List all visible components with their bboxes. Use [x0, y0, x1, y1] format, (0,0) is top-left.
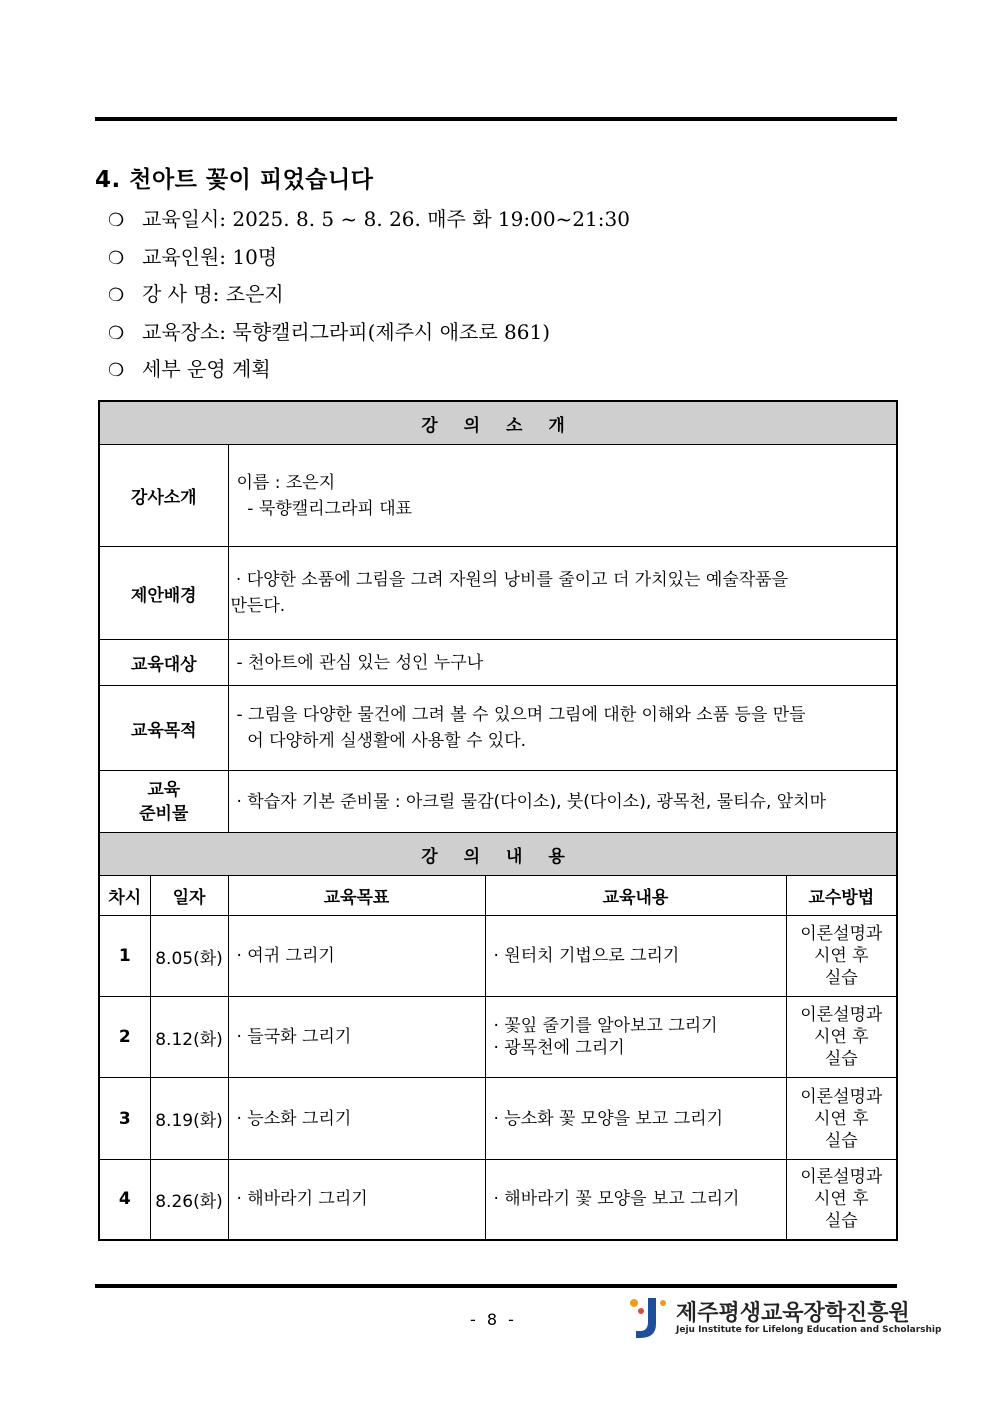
session-date: 8.05(화)	[150, 916, 228, 997]
content-line: · 해바라기 꽃 모양을 보고 그리기	[493, 1189, 740, 1210]
session-method	[786, 1160, 897, 1240]
method-line: 이론설명과	[800, 924, 883, 944]
session-date: 8.19(화)	[150, 1078, 228, 1160]
course-plan-table	[98, 400, 898, 1241]
method-line: 실습	[824, 968, 858, 988]
intro-line: 어 다양하게 실생활에 사용할 수 있다.	[236, 731, 527, 751]
label-materials	[99, 771, 228, 833]
method-line: 실습	[824, 1211, 858, 1232]
col-header-date: 일자	[150, 876, 228, 916]
info-list	[108, 205, 888, 393]
intro-line: - 천아트에 관심 있는 성인 누구나	[236, 652, 484, 673]
info-text: 세부 운영 계획	[142, 357, 271, 381]
table-row	[99, 1160, 897, 1240]
label-line: 교육	[147, 779, 181, 800]
session-method	[786, 1078, 897, 1160]
col-header-session: 차시	[99, 876, 150, 916]
section-title: 4. 천아트 꽃이 피었습니다	[95, 167, 374, 193]
session-method	[786, 997, 897, 1078]
info-item-instructor	[108, 280, 888, 318]
table-row	[99, 916, 897, 997]
label-purpose: 교육목적	[99, 686, 228, 771]
info-text: 교육장소: 묵향캘리그라피(제주시 애조로 861)	[142, 319, 551, 344]
method-line: 시연 후	[813, 1027, 869, 1047]
content-line: · 광목천에 그리기	[493, 1038, 625, 1058]
method-line: 이론설명과	[800, 1005, 883, 1025]
session-goal: · 들국화 그리기	[228, 997, 485, 1078]
col-header-goal: 교육목표	[228, 876, 485, 916]
bottom-rule	[95, 1284, 897, 1288]
content-line: · 꽃잎 줄기를 알아보고 그리기	[493, 1016, 718, 1036]
logo-name: 제주평생교육장학진흥원	[676, 1301, 910, 1326]
session-no: 3	[99, 1078, 150, 1160]
page-number: - 8 -	[470, 1310, 517, 1329]
session-no: 2	[99, 997, 150, 1078]
content-line: · 능소화 꽃 모양을 보고 그리기	[493, 1108, 723, 1129]
label-target: 교육대상	[99, 640, 228, 686]
table-row	[99, 997, 897, 1078]
top-rule	[95, 117, 897, 121]
intro-line: · 학습자 기본 준비물 : 아크릴 물감(다이소), 붓(다이소), 광목천, 물티슈, 앞치마	[236, 791, 827, 812]
info-text: 교육인원: 10명	[142, 244, 278, 269]
circle-bullet-icon: ❍	[108, 360, 125, 381]
logo-mark-icon	[626, 1294, 672, 1342]
session-no: 4	[99, 1160, 150, 1240]
intro-header: 강 의 소 개	[99, 401, 897, 445]
col-header-method: 교수방법	[786, 876, 897, 916]
method-line: 실습	[824, 1049, 858, 1069]
info-item-plan	[108, 355, 888, 393]
info-item-place	[108, 318, 888, 356]
info-item-count	[108, 243, 888, 281]
instructor-intro	[228, 445, 897, 547]
circle-bullet-icon: ❍	[108, 247, 125, 269]
intro-line: · 다양한 소품에 그림을 그려 자원의 낭비를 줄이고 더 가치있는 예술작품을	[230, 570, 789, 590]
method-line: 시연 후	[813, 1108, 869, 1129]
method-line: 시연 후	[813, 1189, 869, 1210]
session-goal: · 여귀 그리기	[228, 916, 485, 997]
materials-text	[228, 771, 897, 833]
info-text: 교육일시: 2025. 8. 5 ~ 8. 26. 매주 화 19:00~21:30	[142, 207, 630, 231]
content-header: 강 의 내 용	[99, 833, 897, 876]
intro-line: 만든다.	[230, 596, 286, 616]
method-line: 시연 후	[813, 946, 869, 966]
table-row	[99, 1078, 897, 1160]
institute-logo	[626, 1294, 942, 1342]
background-text	[228, 547, 897, 640]
target-text	[228, 640, 897, 686]
content-line: · 원터치 기법으로 그리기	[493, 946, 680, 966]
session-date: 8.26(화)	[150, 1160, 228, 1240]
method-line: 이론설명과	[800, 1086, 883, 1107]
session-content	[485, 1160, 786, 1240]
logo-subtitle: Jeju Institute for Lifelong Education and Scholarship	[676, 1325, 942, 1335]
label-instructor: 강사소개	[99, 445, 228, 547]
intro-line: - 그림을 다양한 물건에 그려 볼 수 있으며 그림에 대한 이해와 소품 등을 만들	[236, 705, 806, 725]
label-background: 제안배경	[99, 547, 228, 640]
purpose-text	[228, 686, 897, 771]
info-text: 강 사 명: 조은지	[142, 282, 284, 306]
session-goal: · 능소화 그리기	[228, 1078, 485, 1160]
session-goal: · 해바라기 그리기	[228, 1160, 485, 1240]
intro-line: 이름 : 조은지	[236, 472, 336, 493]
circle-bullet-icon: ❍	[108, 322, 125, 344]
session-content	[485, 916, 786, 997]
session-content	[485, 1078, 786, 1160]
session-method	[786, 916, 897, 997]
method-line: 실습	[824, 1130, 858, 1151]
method-line: 이론설명과	[800, 1167, 883, 1188]
circle-bullet-icon: ❍	[108, 285, 125, 306]
label-line: 준비물	[139, 803, 189, 824]
session-content	[485, 997, 786, 1078]
intro-line: - 묵향캘리그라피 대표	[236, 498, 413, 519]
session-no: 1	[99, 916, 150, 997]
session-date: 8.12(화)	[150, 997, 228, 1078]
col-header-content: 교육내용	[485, 876, 786, 916]
info-item-date	[108, 205, 888, 243]
circle-bullet-icon: ❍	[108, 210, 125, 231]
